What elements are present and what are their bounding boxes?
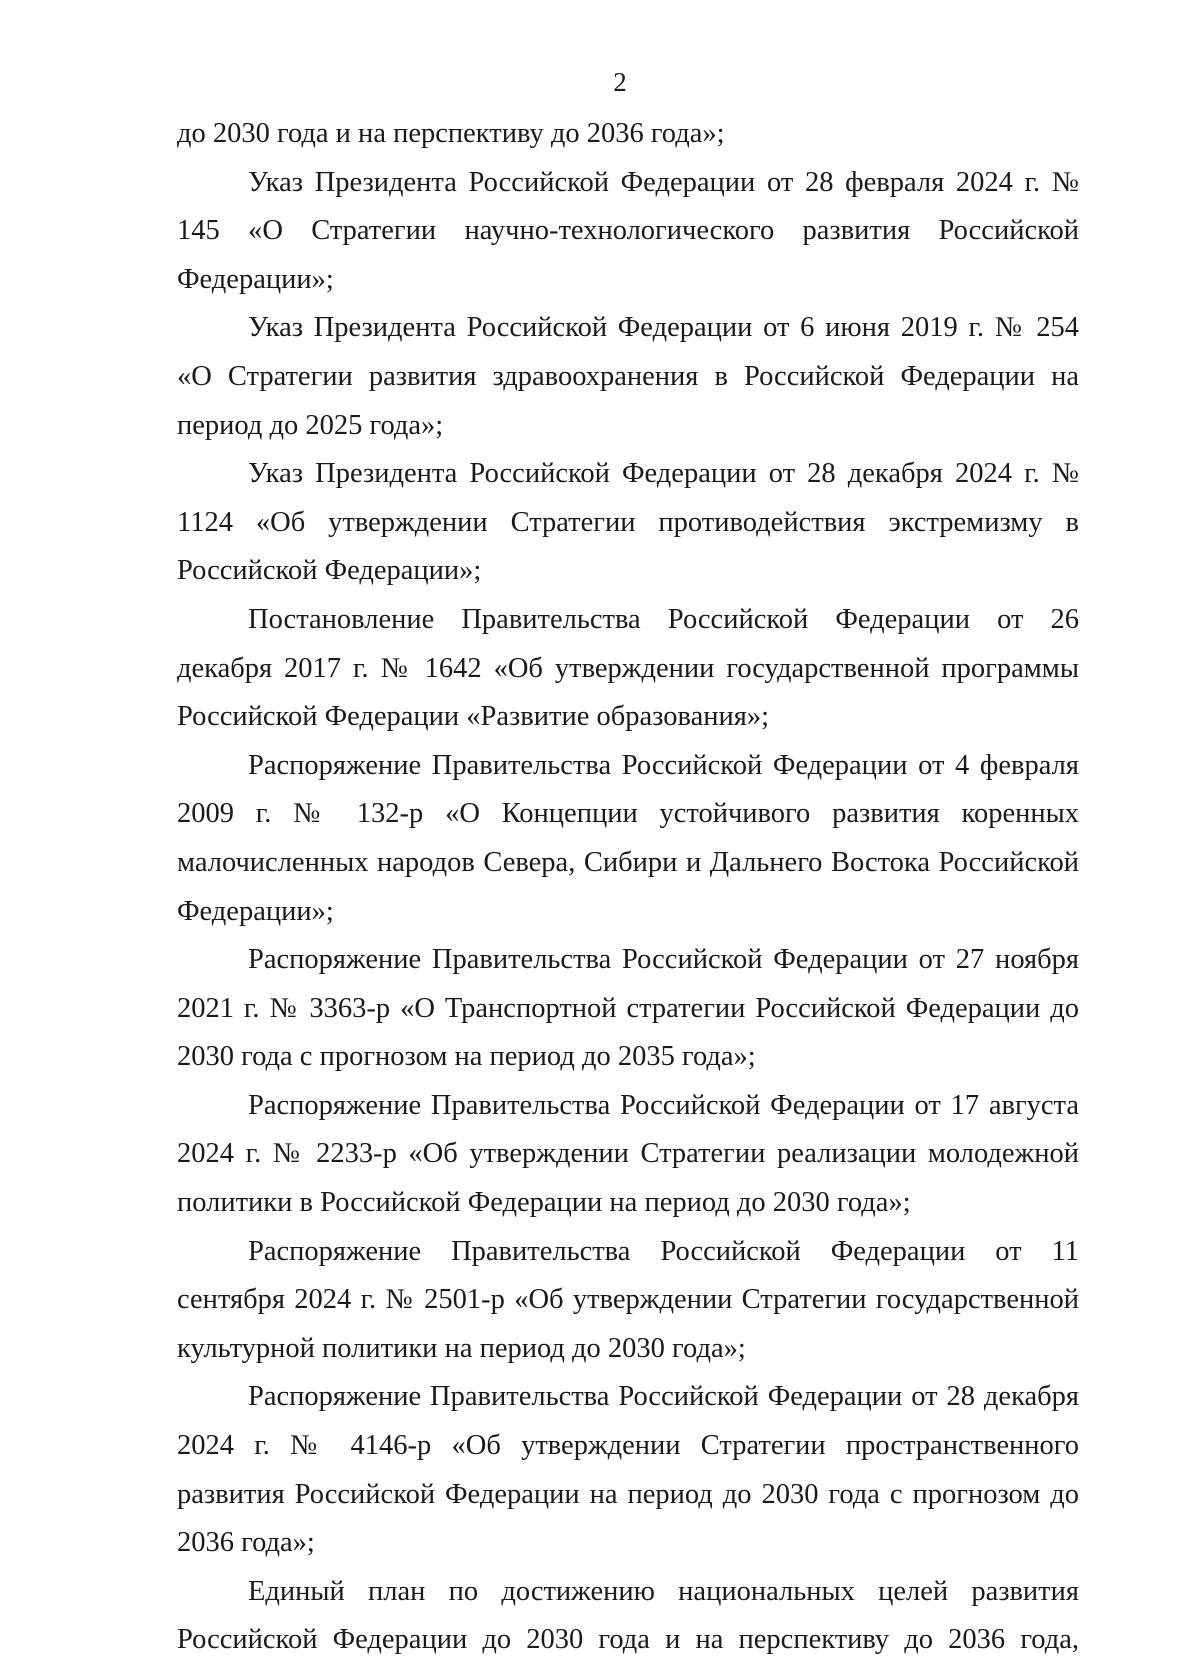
paragraph-order-2501: Распоряжение Правительства Российской Федерации от 11 сентября 2024 г. № 2501-р «Об утверждении Стратегии государственной культурной политики на период до 2030 года»; [177,1235,1079,1364]
paragraph-order-3363: Распоряжение Правительства Российской Федерации от 27 ноября 2021 г. № 3363-р «О Транспортной стратегии Российской Федерации до 2030 года с прогнозом на период до 2035 года»; [177,944,1079,1073]
paragraph-resolution-1642: Постановление Правительства Российской Федерации от 26 декабря 2017 г. № 1642 «Об утверждении государственной программы Российской Федерации «Развитие образования»; [177,603,1079,733]
paragraph-decree-254: Указ Президента Российской Федерации от 6 июня 2019 г. № 254 «О Стратегии развития здравоохранения в Российской Федерации на период до 2025 года»; [177,312,1079,441]
paragraph-order-2233: Распоряжение Правительства Российской Федерации от 17 августа 2024 г. № 2233-р «Об утверждении Стратегии реализации молодежной политики в Российской Федерации на период до 2030 года»; [177,1089,1079,1219]
paragraph-unified-plan: Единый план по достижению национальных целей развития Российской Федерации до 2030 года и на перспективу до 2036 года, [177,1575,1079,1656]
paragraph-decree-145: Указ Президента Российской Федерации от 28 февраля 2024 г. № 145 «О Стратегии научно-технологического развития Российской Федерации»; [177,166,1079,295]
paragraph-order-4146: Распоряжение Правительства Российской Федерации от 28 декабря 2024 г. № 4146-р «Об утверждении Стратегии пространственного развития Российской Федерации на период до 2030 года с прогнозом до 2036 года»; [177,1381,1079,1559]
document-body [177,110,1079,1665]
paragraph-continuation: до 2030 года и на перспективу до 2036 года»; [177,118,725,149]
page-number: 2 [613,67,627,97]
paragraph-decree-1124: Указ Президента Российской Федерации от 28 декабря 2024 г. № 1124 «Об утверждении Стратегии противодействия экстремизму в Российской Федерации»; [177,458,1079,587]
paragraph-order-132: Распоряжение Правительства Российской Федерации от 4 февраля 2009 г. № 132-р «О Концепции устойчивого развития коренных малочисленных народов Севера, Сибири и Дальнего Востока Российской Федерации»; [177,749,1079,927]
